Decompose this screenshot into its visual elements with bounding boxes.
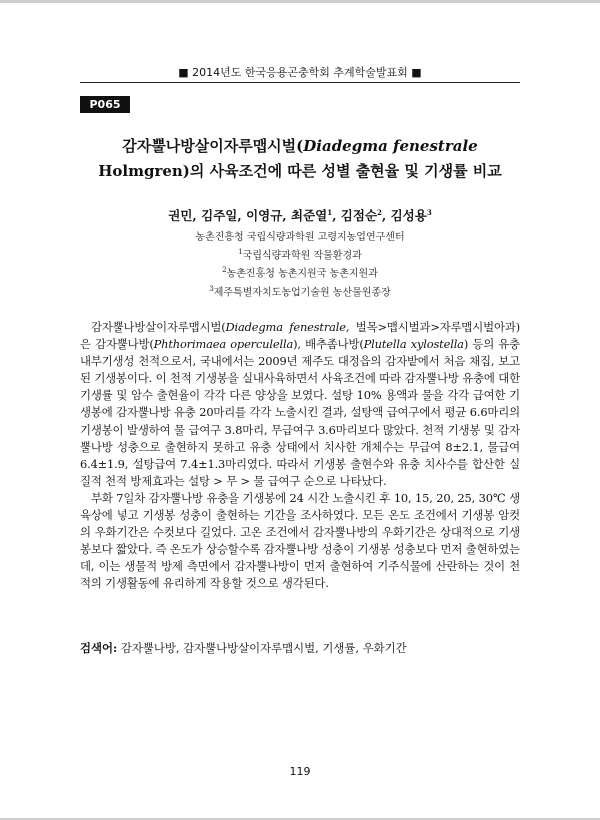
author-affil-mark-2: 2 — [377, 207, 382, 217]
abstract-text-1: 감자뿔나방살이자루맵시벌( — [91, 320, 226, 334]
author-list — [80, 206, 520, 224]
header-rule — [80, 82, 520, 83]
author-names-3: , 김성용 — [381, 208, 427, 223]
author-affil-mark-1: 1 — [327, 207, 333, 217]
author-affil-mark-3: 3 — [426, 207, 432, 217]
author-names-2: , 김점순 — [332, 208, 378, 223]
abstract-body — [80, 319, 520, 593]
affiliation-mark-2: 2 — [222, 266, 227, 275]
conference-header: ■ 2014년도 한국응용곤충학회 추계학술발표회 ■ — [178, 66, 422, 79]
affiliation-mark-3: 3 — [209, 284, 214, 293]
paper-title — [80, 134, 520, 184]
affiliation-0: 농촌진흥청 국립식량과학원 고령지농업연구센터 — [195, 232, 405, 243]
page-top-border — [0, 0, 600, 3]
title-part-2: Holmgren)의 사육조건에 따른 성별 출현율 및 기생률 비교 — [98, 162, 502, 180]
abstract-text-3: ), 배추좀나방( — [293, 337, 364, 352]
affiliation-2 — [80, 263, 520, 281]
abstract-paragraph-2: 부화 7일차 감자뿔나방 유충을 기생봉에 24 시간 노출시킨 후 10, 15, 20, 25, 30℃ 생육상에 넣고 기생봉 성충이 출현하는 기간을 조사하였다. 모든 온도 조건에서 기생봉 암컷의 우화기간은 수컷보다 길었다. 고온 조건에서 감자뿔나방의 우화기간은 상대적으로 기생봉보다 짧았다. 즉 온도가 상승할수록 감자뿔나방 성충이 기생봉 성충보다 먼저 출현하였는데, 이는 생물적 방제 측면에서 감자뿔나방이 먼저 출현하여 기주식물에 산란하는 것이 천적의 기생활동에 유리하게 작용할 것으로 생각된다. — [80, 490, 520, 591]
keywords-line — [80, 640, 520, 656]
abstract-text-2: 벌목>맵시벌과>자루맵시벌아과)은 감자뿔나방( — [80, 320, 520, 352]
species-name-diadegma: Diadegma fenestrale, — [225, 320, 350, 334]
keywords-text: 감자뿔나방, 감자뿔나방살이자루맵시벌, 기생률, 우화기간 — [117, 641, 407, 655]
affiliation-2-text: 농촌진흥청 농촌지원국 농촌지원과 — [226, 268, 378, 280]
abstract-paragraph-1 — [80, 319, 520, 490]
keywords-label: 검색어: — [80, 641, 118, 655]
affiliation-1 — [80, 245, 520, 263]
author-names-1: 권민, 김주일, 이영규, 최준열 — [168, 208, 328, 223]
affiliation-mark-1: 1 — [238, 248, 243, 256]
species-name-plutella: Plutella xylostella — [363, 337, 464, 352]
species-name-phthorimaea: Phthorimaea operculella — [153, 337, 294, 352]
page-number: 119 — [289, 765, 311, 778]
affiliation-3 — [80, 282, 520, 300]
abstract-text-4: ) 등의 유충 내부기생성 천적으로서, 국내에서는 2009년 제주도 대정읍의 감자밭에서 처음 채집, 보고된 기생봉이다. 이 천적 기생봉을 실내사육하면서 사육조건에 따라 감자뿔나방 유충에 대한 기생률 및 암수 출현율이 각각 다른 양상을 보였다. 설탕 10% 용액과 물을 각각 급여한 기생봉에 감자뿔나방 유충 20마리를 각각 노출시킨 결과, 설탕액 급여구에서 평균 6.6마리의 기생봉이 발생하여 물 급여구 3.8마리, 무급여구 3.6마리보다 많았다. 천적 기생봉 및 감자뿔나방 성충으로 출현하지 못하고 유충 상태에서 치사한 개체수는 무급여 8±2.1, 물급여 6.4±1.9, 설탕급여 7.4±1.3마리였다. 따라서 기생봉 출현수와 유충 치사수를 합산한 실질적 천적 방제효과는 설탕 > 무 > 물 급여구 순으로 나타났다. — [80, 337, 520, 488]
title-species-name: Diadegma fenestrale — [303, 137, 478, 155]
title-part-1: 감자뿔나방살이자루맵시벌( — [122, 137, 304, 155]
paper-id-badge: P065 — [80, 96, 130, 113]
affiliation-1-text: 국립식량과학원 작물환경과 — [242, 250, 362, 262]
affiliations — [80, 230, 520, 300]
affiliation-3-text: 제주특별자치도농업기술원 농산물원종장 — [213, 286, 391, 298]
